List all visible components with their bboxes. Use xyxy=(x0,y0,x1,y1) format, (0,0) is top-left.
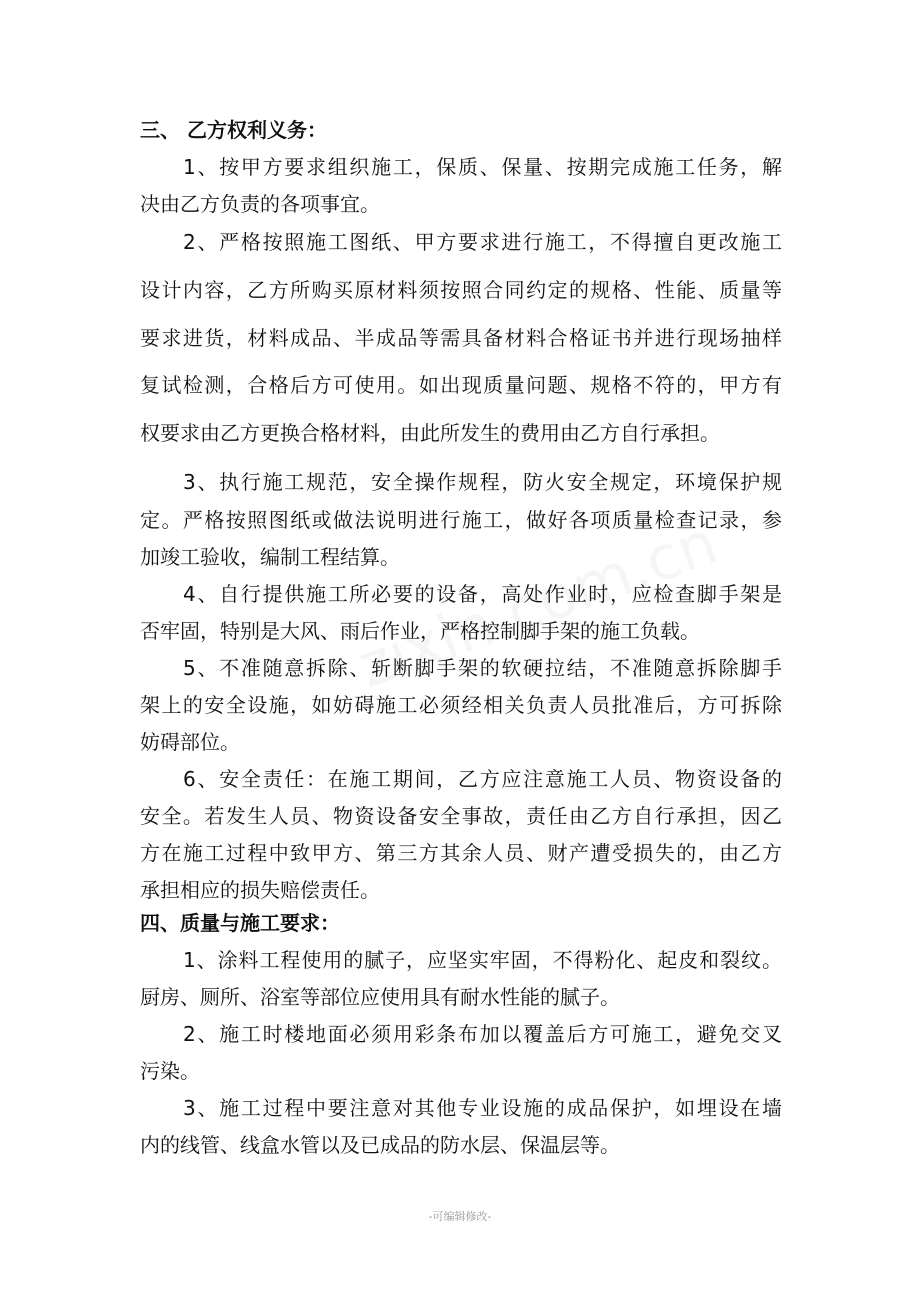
section-heading: 四、质量与施工要求： xyxy=(140,911,340,935)
paragraph-line: 妨碍部位。 xyxy=(140,730,240,754)
paragraph-line: 安全。若发生人员、物资设备安全事故，责任由乙方自行承担，因乙 xyxy=(140,804,782,828)
paragraph-line: 否牢固，特别是大风、雨后作业，严格控制脚手架的施工负载。 xyxy=(140,619,700,643)
paragraph-line: 内的线管、线盒水管以及已成品的防水层、保温层等。 xyxy=(140,1133,620,1157)
paragraph-line: 承担相应的损失赔偿责任。 xyxy=(140,878,380,902)
paragraph-line: 定。严格按照图纸或做法说明进行施工，做好各项质量检查记录，参 xyxy=(140,508,782,532)
paragraph-line: 设计内容，乙方所购买原材料须按照合同约定的规格、性能、质量等 xyxy=(140,278,782,302)
footer-note: -可编辑修改- xyxy=(428,1210,492,1223)
paragraph-line: 污染。 xyxy=(140,1059,200,1083)
paragraph-line: 决由乙方负责的各项事宜。 xyxy=(140,192,380,216)
paragraph-line: 厨房、厕所、浴室等部位应使用具有耐水性能的腻子。 xyxy=(140,985,620,1009)
paragraph-line: 3、施工过程中要注意对其他专业设施的成品保护，如埋设在墙 xyxy=(183,1096,782,1120)
paragraph-line: 3、执行施工规范，安全操作规程，防火安全规定，环境保护规 xyxy=(183,470,782,494)
paragraph-line: 2、施工时楼地面必须用彩条布加以覆盖后方可施工，避免交叉 xyxy=(183,1022,782,1046)
paragraph-line: 架上的安全设施，如妨碍施工必须经相关负责人员批准后，方可拆除 xyxy=(140,693,782,717)
paragraph-line: 要求进货，材料成品、半成品等需具备材料合格证书并进行现场抽样 xyxy=(140,326,782,350)
paragraph-line: 6、安全责任：在施工期间，乙方应注意施工人员、物资设备的 xyxy=(183,767,782,791)
paragraph-line: 1、涂料工程使用的腻子，应坚实牢固，不得粉化、起皮和裂纹。 xyxy=(183,948,782,972)
paragraph-line: 1、按甲方要求组织施工，保质、保量、按期完成施工任务，解 xyxy=(183,155,782,179)
paragraph-line: 加竣工验收，编制工程结算。 xyxy=(140,545,400,569)
paragraph-line: 4、自行提供施工所必要的设备，高处作业时，应检查脚手架是 xyxy=(183,582,782,606)
paragraph-line: 复试检测，合格后方可使用。如出现质量问题、规格不符的，甲方有 xyxy=(140,373,782,397)
paragraph-line: 权要求由乙方更换合格材料，由此所发生的费用由乙方自行承担。 xyxy=(140,421,720,445)
section-heading: 三、 乙方权利义务： xyxy=(140,118,327,142)
paragraph-line: 方在施工过程中致甲方、第三方其余人员、财产遭受损失的，由乙方 xyxy=(140,841,782,865)
paragraph-line: 2、严格按照施工图纸、甲方要求进行施工，不得擅自更改施工 xyxy=(183,230,782,254)
paragraph-line: 5、不准随意拆除、斩断脚手架的软硬拉结，不准随意拆除脚手 xyxy=(183,656,782,680)
